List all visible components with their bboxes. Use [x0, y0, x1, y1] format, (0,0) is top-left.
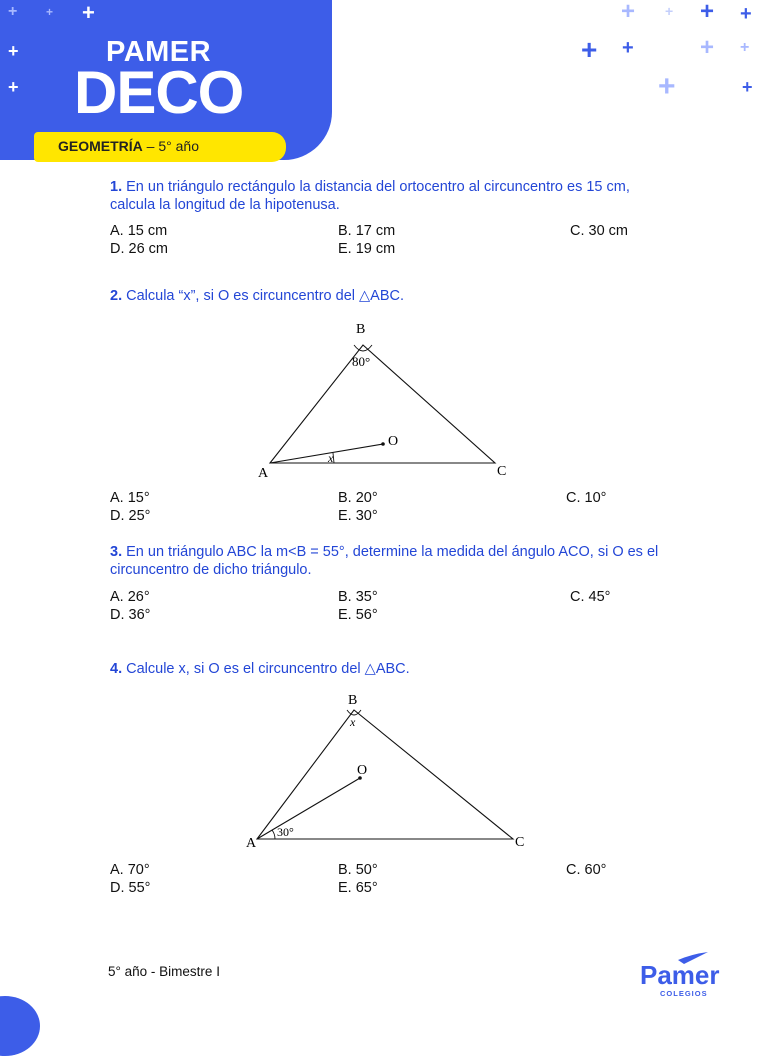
option-d: D. 26 cm — [110, 241, 169, 257]
figure-triangle-q2 — [250, 315, 520, 485]
plus-icon: + — [622, 37, 634, 59]
corner-decoration — [0, 996, 40, 1056]
question-number: 4. — [110, 661, 123, 677]
option-e: E. 19 cm — [338, 241, 396, 257]
brand-big: DECO — [74, 59, 244, 126]
subject-name: GEOMETRÍA — [58, 138, 143, 154]
segment-ao — [270, 444, 383, 463]
label-a: A — [258, 466, 269, 481]
plus-icon: + — [82, 0, 95, 25]
question-1 — [110, 178, 670, 214]
plus-icon: + — [665, 3, 674, 19]
subject-label — [58, 138, 199, 154]
option-c: C. 60° — [566, 862, 607, 878]
question-3 — [110, 543, 670, 579]
plus-icon: + — [8, 41, 19, 61]
angle-a-arc — [272, 830, 275, 839]
label-a: A — [246, 836, 257, 851]
question-number: 3. — [110, 544, 123, 560]
option-e: E. 56° — [338, 607, 378, 623]
brand-small: PAMER — [106, 36, 212, 68]
option-a: A. 70° — [110, 862, 150, 878]
plus-icon: + — [621, 0, 636, 25]
option-e: E. 30° — [338, 508, 378, 524]
plus-icon: + — [8, 3, 18, 20]
point-o — [381, 442, 385, 446]
label-angle-a: 30° — [277, 825, 294, 839]
option-c: C. 10° — [566, 490, 607, 506]
plus-icon: + — [46, 5, 54, 19]
question-text: Calcula “x”, si O es circuncentro del △ABC. — [126, 288, 405, 304]
option-d: D. 25° — [110, 508, 151, 524]
label-c: C — [515, 835, 525, 850]
label-o: O — [357, 763, 368, 778]
question-2 — [110, 287, 670, 305]
pamer-logo — [640, 952, 740, 1002]
option-d: D. 36° — [110, 607, 151, 623]
logo-sub: COLEGIOS — [660, 989, 708, 998]
figure-triangle-q4 — [240, 688, 540, 854]
logo-name: Pamer — [640, 960, 720, 990]
option-a: A. 15 cm — [110, 223, 168, 239]
segment-ao — [257, 778, 360, 839]
label-angle-b: x — [350, 715, 356, 729]
plus-icon: + — [740, 3, 752, 25]
label-b: B — [348, 693, 358, 708]
question-text: En un triángulo ABC la m<B = 55°, determine la medida del ángulo ACO, si O es el circuncentro de dicho triángulo. — [110, 544, 659, 578]
question-4 — [110, 660, 670, 678]
option-b: B. 20° — [338, 490, 378, 506]
plus-icon: + — [700, 0, 715, 25]
label-o: O — [388, 434, 399, 449]
plus-icon: + — [740, 39, 750, 56]
option-a: A. 26° — [110, 589, 150, 605]
triangle-abc — [257, 710, 513, 839]
option-d: D. 55° — [110, 880, 151, 896]
grade-label: – 5° año — [142, 138, 199, 154]
option-e: E. 65° — [338, 880, 378, 896]
plus-icon: + — [8, 77, 19, 97]
option-a: A. 15° — [110, 490, 150, 506]
option-c: C. 45° — [570, 589, 611, 605]
option-c: C. 30 cm — [570, 223, 629, 239]
footer-text: 5° año - Bimestre I — [108, 964, 220, 979]
option-b: B. 35° — [338, 589, 378, 605]
question-text: En un triángulo rectángulo la distancia del ortocentro al circuncentro es 15 cm, calcula la longitud de la hipotenusa. — [110, 179, 630, 213]
label-angle-x: x — [328, 451, 334, 465]
option-b: B. 17 cm — [338, 223, 396, 239]
label-c: C — [497, 464, 507, 479]
plus-icon: + — [742, 77, 753, 97]
label-b: B — [356, 322, 366, 337]
question-number: 2. — [110, 288, 123, 304]
plus-icon: + — [581, 34, 598, 65]
option-b: B. 50° — [338, 862, 378, 878]
question-text: Calcule x, si O es el circuncentro del △ABC. — [126, 661, 410, 677]
question-number: 1. — [110, 179, 123, 195]
plus-icon: + — [700, 34, 715, 61]
label-angle-b: 80° — [352, 354, 371, 369]
plus-icon: + — [658, 70, 676, 103]
